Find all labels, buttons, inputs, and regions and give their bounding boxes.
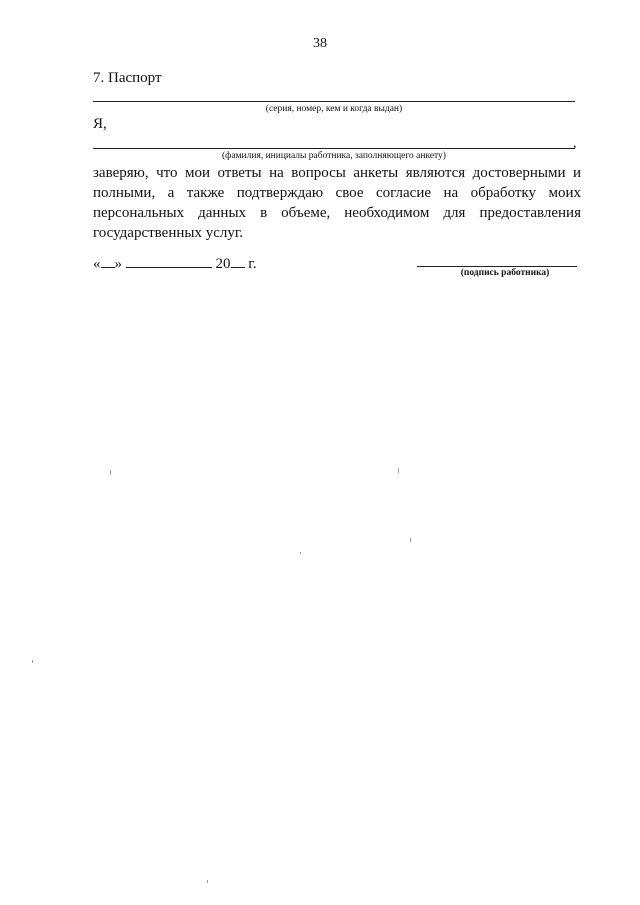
signature-line xyxy=(417,266,577,267)
passport-line xyxy=(93,101,575,102)
scan-speck xyxy=(110,470,111,475)
month-blank xyxy=(126,253,212,268)
signature-hint: (подпись работника) xyxy=(460,268,550,278)
name-line-comma: , xyxy=(573,136,577,151)
day-blank xyxy=(101,253,115,268)
section-heading: 7. Паспорт xyxy=(93,70,162,86)
scan-speck xyxy=(410,538,411,542)
name-hint: (фамилия, инициалы работника, заполняющего анкету) xyxy=(222,151,446,161)
scan-speck xyxy=(32,660,33,663)
date-line xyxy=(93,253,256,273)
declarant-label: Я, xyxy=(93,116,107,132)
year-blank xyxy=(231,253,245,268)
page-number: 38 xyxy=(313,36,327,51)
date-open-quote: « xyxy=(93,256,101,272)
passport-hint: (серия, номер, кем и когда выдан) xyxy=(265,104,403,114)
scan-speck xyxy=(207,880,208,883)
year-suffix: г. xyxy=(248,256,257,272)
year-prefix: 20 xyxy=(215,256,231,272)
name-line xyxy=(93,148,575,149)
scan-speck xyxy=(398,468,399,473)
date-close-quote: » xyxy=(114,256,122,272)
scan-speck xyxy=(300,552,301,554)
declaration-text: заверяю, что мои ответы на вопросы анкеты являются достоверными и полными, а также подтверждаю свое согласие на обработку моих персональных данных в объеме, необходимом для предоставления государственных услуг. xyxy=(93,165,581,241)
